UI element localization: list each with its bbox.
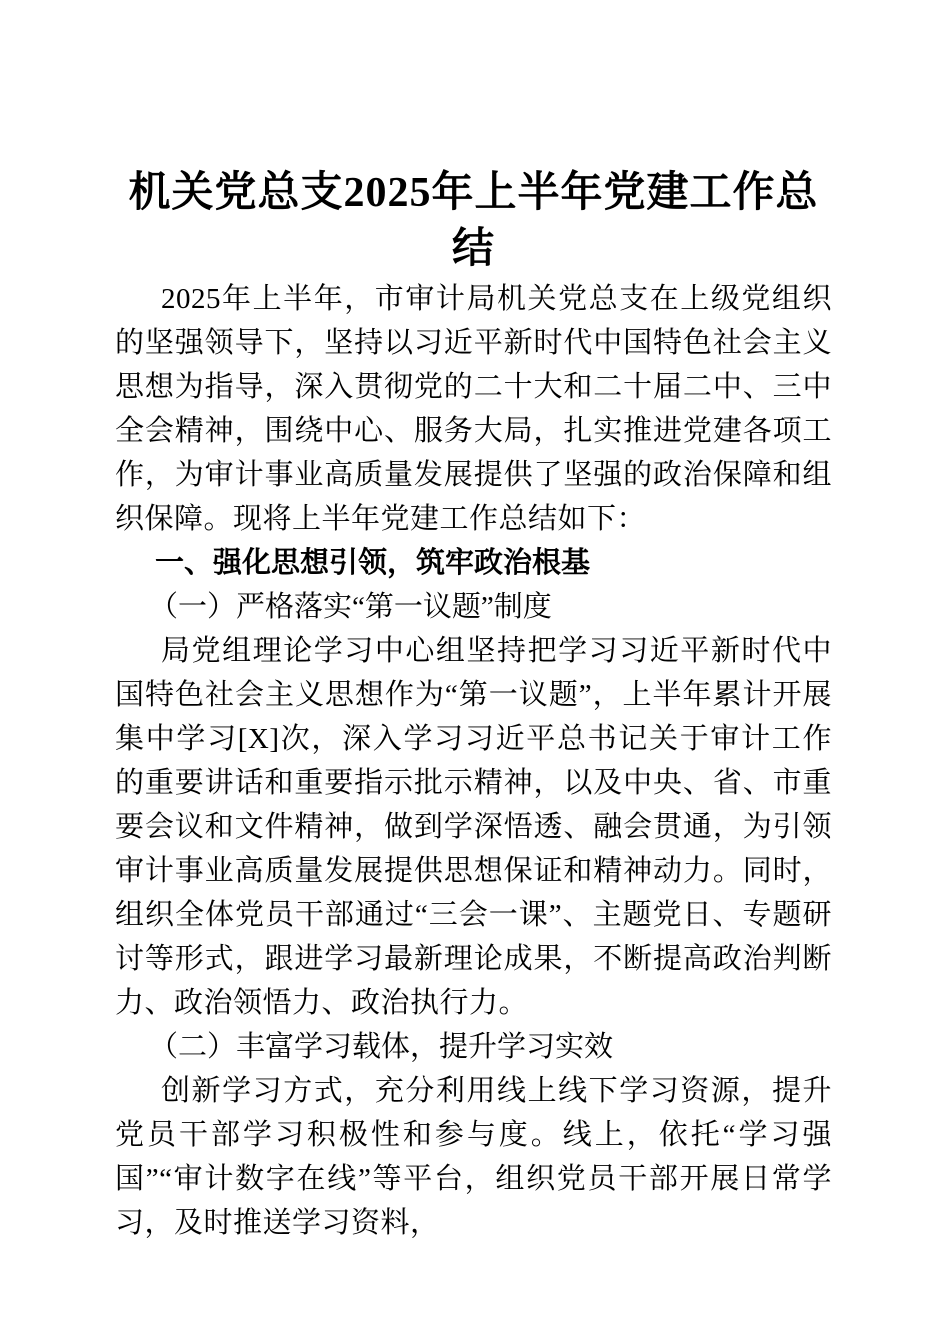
section-1-1-heading: （一）严格落实“第一议题”制度 <box>149 591 552 623</box>
section-1-heading: 一、强化思想引领，筑牢政治根基 <box>155 547 591 579</box>
document-title: 机关党总支2025年上半年党建工作总结 <box>128 170 819 272</box>
section-1-2-heading: （二）丰富学习载体，提升学习实效 <box>149 1031 614 1063</box>
section-1-1-body: 局党组理论学习中心组坚持把学习习近平新时代中国特色社会主义思想作为“第一议题”，上半年累计开展集中学习[X]次，深入学习习近平总书记关于审计工作的重要讲话和重要指示批示精神，以及中央、省、市重要会议和文件精神，做到学深悟透、融会贯通，为引领审计事业高质量发展提供思想保证和精神动力。同时，组织全体党员干部通过“三会一课”、主题党日、专题研讨等形式，跟进学习最新理论成果，不断提高政治判断力、政治领悟力、政治执行力。 <box>115 635 832 1019</box>
intro-paragraph: 2025年上半年，市审计局机关党总支在上级党组织的坚强领导下，坚持以习近平新时代中国特色社会主义思想为指导，深入贯彻党的二十大和二十届二中、三中全会精神，围绕中心、服务大局，扎实推进党建各项工作，为审计事业高质量发展提供了坚强的政治保障和组织保障。现将上半年党建工作总结如下： <box>115 283 832 535</box>
section-1-2-body: 创新学习方式，充分利用线上线下学习资源，提升党员干部学习积极性和参与度。线上，依托“学习强国”“审计数字在线”等平台，组织党员干部开展日常学习，及时推送学习资料， <box>115 1075 832 1239</box>
